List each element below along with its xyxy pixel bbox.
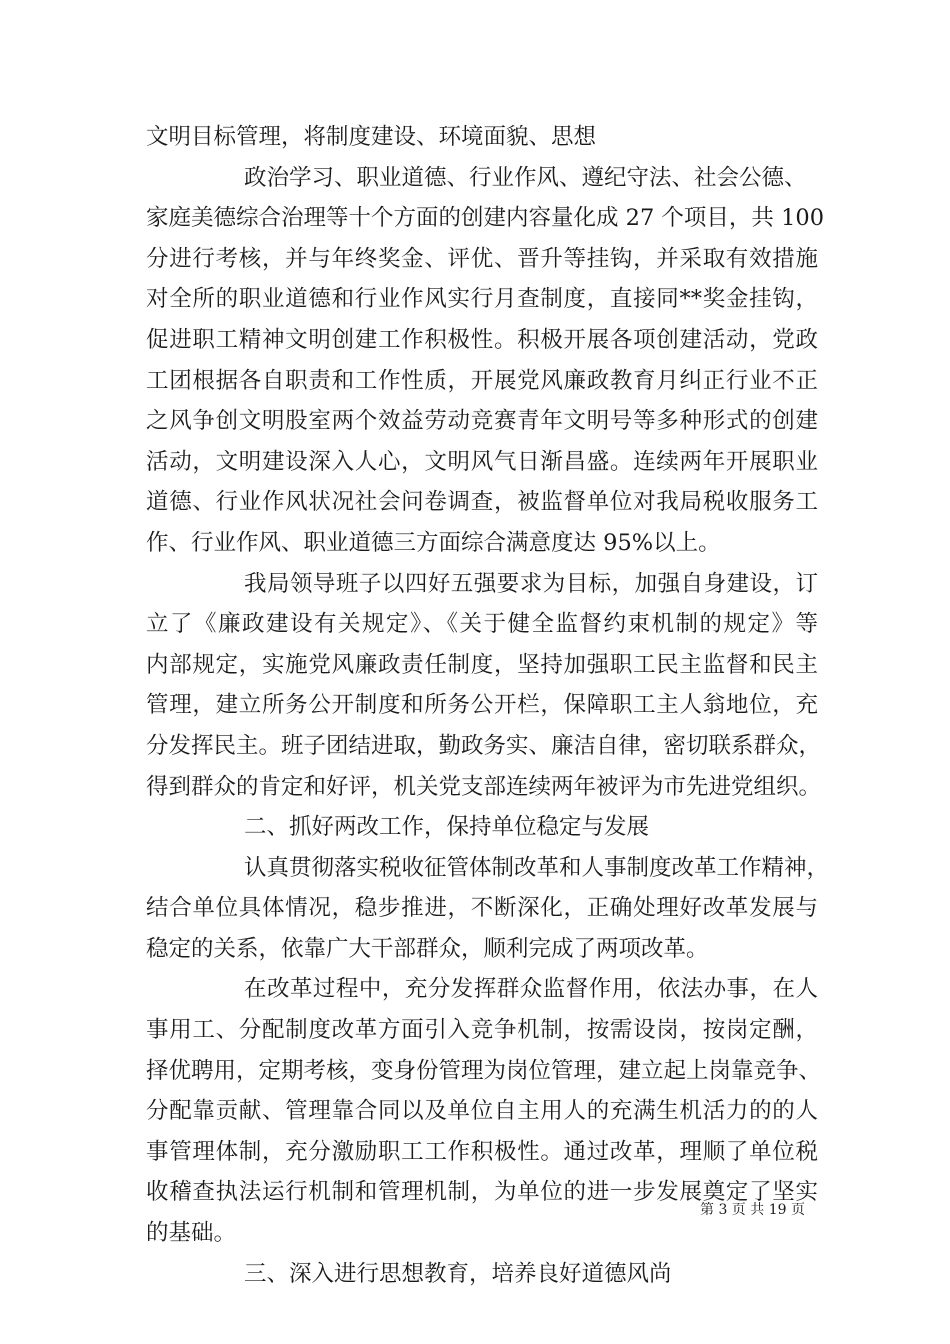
text-line: 事用工、分配制度改革方面引入竞争机制，按需设岗，按岗定酬，	[146, 1017, 818, 1044]
text-line: 择优聘用，定期考核，变身份管理为岗位管理，建立起上岗靠竞争、	[146, 1057, 822, 1084]
document-body	[146, 117, 830, 1294]
text-line: 得到群众的肯定和好评，机关党支部连续两年被评为市先进党组织。	[146, 773, 822, 800]
text-line: 活动，文明建设深入人心，文明风气日渐昌盛。连续两年开展职业	[146, 448, 818, 475]
text-line: 二、抓好两改工作，保持单位稳定与发展	[244, 814, 650, 841]
text-line: 家庭美德综合治理等十个方面的创建内容量化成 27 个项目，共 100	[146, 205, 825, 232]
text-line: 立了《廉政建设有关规定》、《关于健全监督约束机制的规定》等	[146, 611, 818, 638]
text-line: 的基础。	[146, 1220, 237, 1247]
text-line: 政治学习、职业道德、行业作风、遵纪守法、社会公德、	[244, 164, 807, 191]
page-number-footer: 第 3 页 共 19 页	[700, 1202, 805, 1218]
text-line: 事管理体制，充分激励职工工作积极性。通过改革，理顺了单位税	[146, 1138, 818, 1165]
text-line: 作、行业作风、职业道德三方面综合满意度达 95%以上。	[146, 529, 721, 556]
text-line: 结合单位具体情况，稳步推进，不断深化，正确处理好改革发展与	[146, 895, 818, 922]
text-line: 三、深入进行思想教育，培养良好道德风尚	[244, 1260, 672, 1287]
text-line: 道德、行业作风状况社会问卷调查，被监督单位对我局税收服务工	[146, 489, 818, 516]
text-line: 分发挥民主。班子团结进取，勤政务实、廉洁自律，密切联系群众，	[146, 732, 822, 759]
text-line: 之风争创文明股室两个效益劳动竞赛青年文明号等多种形式的创建	[146, 408, 818, 435]
text-line: 分配靠贡献、管理靠合同以及单位自主用人的充满生机活力的的人	[146, 1098, 818, 1125]
text-line: 稳定的关系，依靠广大干部群众，顺利完成了两项改革。	[146, 935, 709, 962]
text-line: 分进行考核，并与年终奖金、评优、晋升等挂钩，并采取有效措施	[146, 245, 818, 272]
text-line: 内部规定，实施党风廉政责任制度，坚持加强职工民主监督和民主	[146, 651, 818, 678]
text-line: 文明目标管理，将制度建设、环境面貌、思想	[146, 124, 597, 150]
text-line: 在改革过程中，充分发挥群众监督作用，依法办事，在人	[244, 976, 818, 1003]
text-line: 促进职工精神文明创建工作积极性。积极开展各项创建活动，党政	[146, 326, 818, 353]
text-line: 我局领导班子以四好五强要求为目标，加强自身建设，订	[244, 570, 818, 597]
text-line: 收稽查执法运行机制和管理机制，为单位的进一步发展奠定了坚实	[146, 1179, 818, 1206]
text-line: 对全所的职业道德和行业作风实行月查制度，直接同**奖金挂钩，	[146, 286, 818, 313]
text-line: 工团根据各自职责和工作性质，开展党风廉政教育月纠正行业不正	[146, 367, 818, 394]
text-line: 认真贯彻落实税收征管体制改革和人事制度改革工作精神，	[244, 854, 830, 881]
text-line: 管理，建立所务公开制度和所务公开栏，保障职工主人翁地位，充	[146, 692, 818, 719]
